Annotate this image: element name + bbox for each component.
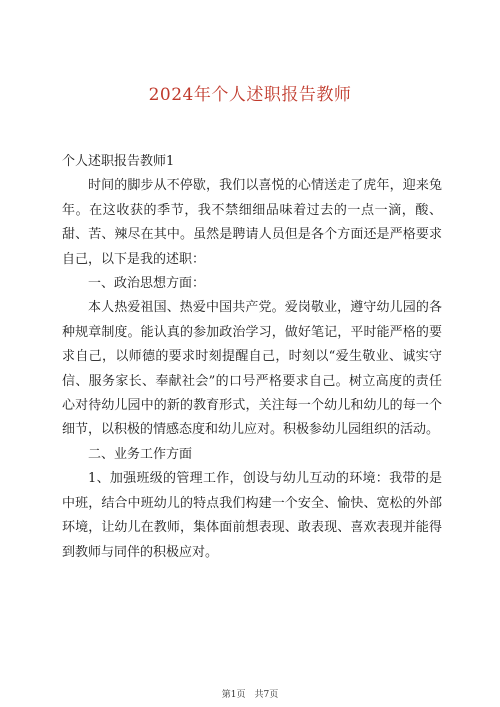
section-heading: 个人述职报告教师1 (62, 154, 175, 169)
body-paragraph: 本人热爱祖国、热爱中国共产党。爱岗敬业，遵守幼儿园的各种规章制度。能认真的参加政治学习，做好笔记，平时能严格的要求自己，以师德的要求时刻提醒自己，时刻以“爱生敬业、诚实守信、服务家长、奉献社会”的口号严格要求自己。树立高度的责任心对待幼儿园中的新的教育形式，关注每一个幼儿和幼儿的每一个细节，以积极的情感态度和幼儿应对。积极参幼儿园组织的活动。 (62, 300, 442, 438)
page-number: 第1页 共7页 (221, 690, 279, 700)
body-paragraph: 时间的脚步从不停歇，我们以喜悦的心情送走了虎年，迎来兔年。在这收获的季节，我不禁细细品味着过去的一点一滴，酸、甜、苦、辣尽在其中。虽然是聘请人员但是各个方面还是严格要求自己，以下是我的述职： (62, 178, 442, 267)
section-heading: 一、政治思想方面： (88, 276, 206, 292)
section-heading: 二、业务工作方面 (88, 446, 193, 462)
document-title: 2024年个人述职报告教师 (148, 85, 352, 105)
body-paragraph: 1、加强班级的管理工作，创设与幼儿互动的环境：我带的是中班，结合中班幼儿的特点我们构建一个安全、愉快、宽松的外部环境，让幼儿在教师，集体面前想表现、敢表现、喜欢表现并能得到教师与同伴的积极应对。 (62, 471, 442, 560)
document-body (62, 150, 442, 565)
